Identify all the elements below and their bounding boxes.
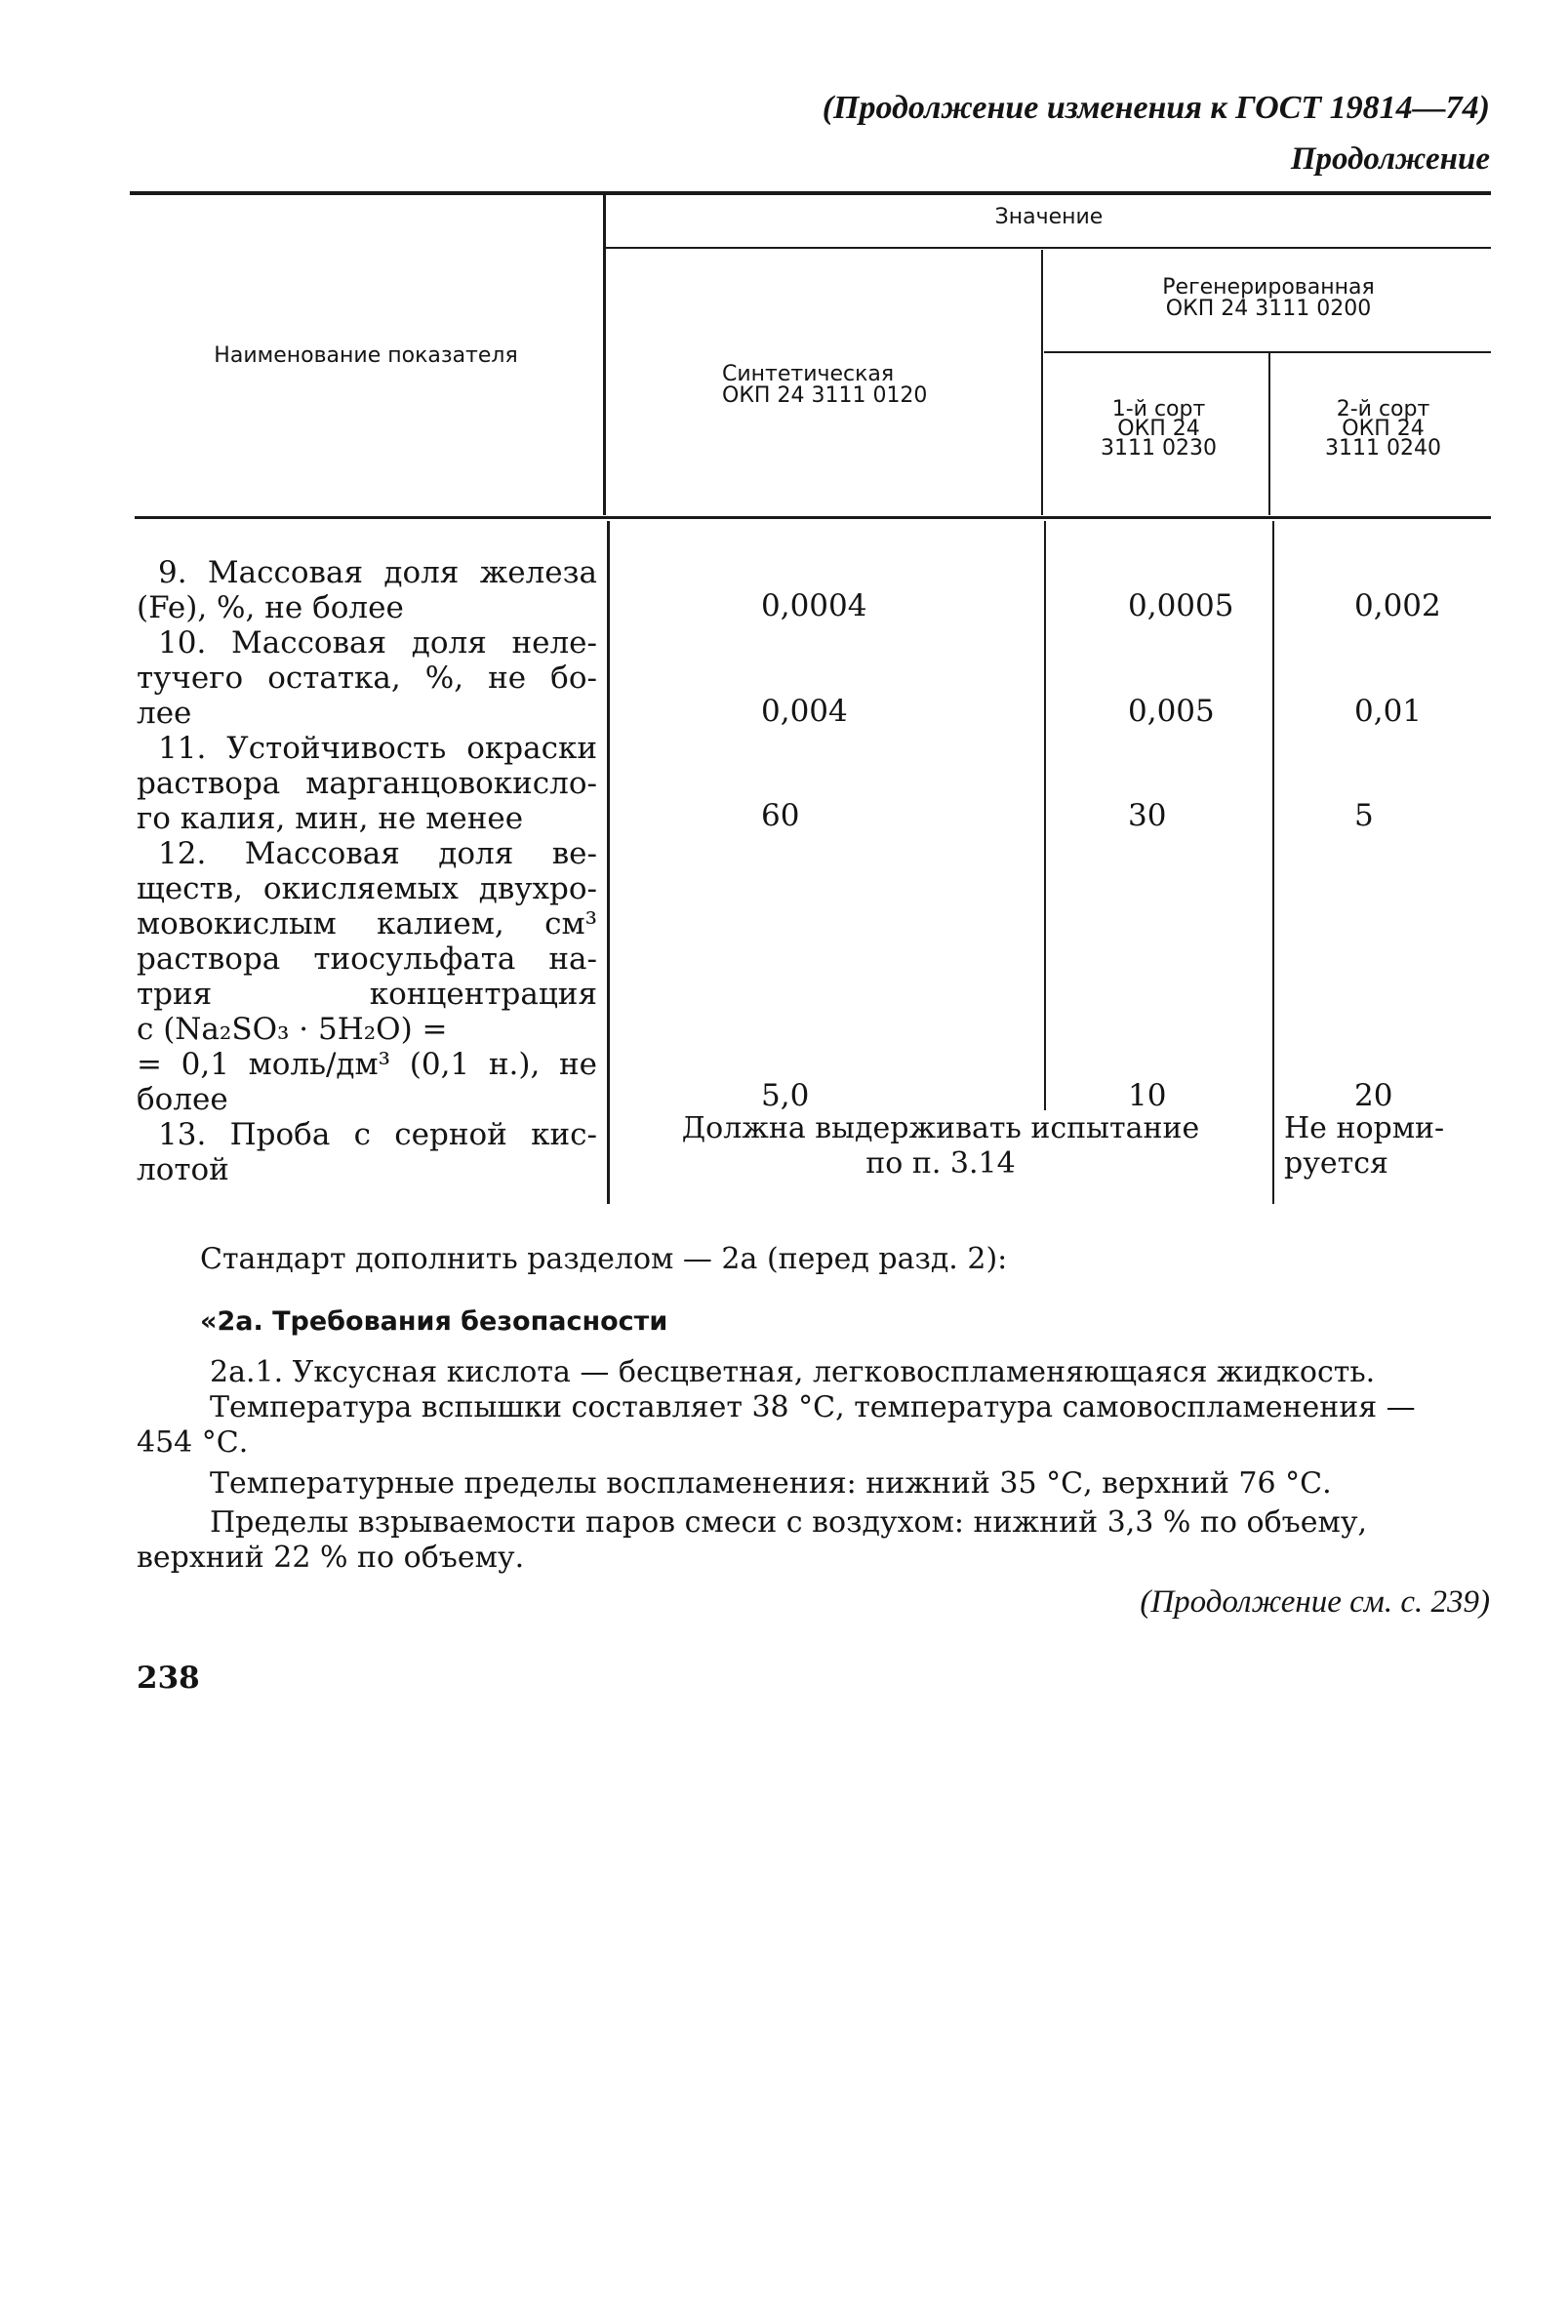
cell-10-grade2: 0,01 [1354, 694, 1423, 729]
row-name-12: 12. Массовая доля ве- ществ, окисляемых двухро- мовокислым калием, см³ раствора тиосульфата на- трия концентрация c (Na₂SO₃ · 5H₂O) = = 0,1 моль/дм³ (0,1 н.), не более [137, 836, 597, 1117]
value-header-rule [605, 247, 1491, 249]
column-header-value: Значение [994, 205, 1104, 229]
cell-13-merged: Должна выдерживать испытание по п. 3.14 [681, 1111, 1200, 1181]
header-divider-1 [603, 193, 606, 515]
header-divider-3 [1268, 353, 1270, 515]
cell-9-grade2: 0,002 [1354, 588, 1441, 623]
column-header-name: Наименование показателя [214, 343, 518, 368]
body-divider-3 [1272, 521, 1274, 1204]
row-name-13: 13. Проба с серной кис- лотой [137, 1117, 597, 1187]
cell-10-grade1: 0,005 [1128, 694, 1215, 729]
cell-10-synthetic: 0,004 [761, 694, 848, 729]
continuation-header: (Продолжение изменения к ГОСТ 19814—74) [822, 90, 1490, 126]
table-header-bottom-rule [135, 516, 1491, 519]
column-header-grade2: 2-й сорт ОКП 24 3111 0240 [1325, 397, 1441, 461]
cell-11-grade2: 5 [1354, 798, 1374, 833]
table-top-rule [130, 191, 1491, 195]
paragraph-explosion-limits: Пределы взрываемости паров смеси с воздухом: нижний 3,3 % по объему, [210, 1505, 1368, 1540]
body-divider-1 [607, 521, 610, 1204]
continued-note: (Продолжение см. с. 239) [1140, 1584, 1490, 1620]
column-header-regenerated: Регенерированная ОКП 24 3111 0200 [1162, 275, 1375, 321]
paragraph-flash-point: Температура вспышки составляет 38 °С, температура самовоспламенения — [210, 1390, 1416, 1424]
cell-9-grade1: 0,0005 [1128, 588, 1234, 623]
cell-12-grade1: 10 [1128, 1078, 1167, 1113]
row-name-9: 9. Массовая доля железа (Fe), %, не более [137, 555, 597, 625]
paragraph-2a1: 2а.1. Уксусная кислота — бесцветная, легковоспламеняющаяся жидкость. [210, 1355, 1376, 1389]
table-title: Продолжение [1290, 141, 1490, 177]
column-header-synthetic: Синтетическая ОКП 24 3111 0120 [722, 362, 928, 408]
cell-13-grade2: Не норми- руется [1284, 1111, 1445, 1181]
cell-12-synthetic: 5,0 [761, 1078, 810, 1113]
regenerated-header-rule [1044, 351, 1491, 353]
column-header-grade1: 1-й сорт ОКП 24 3111 0230 [1101, 397, 1217, 461]
row-name-11: 11. Устойчивость окраски раствора марганцовокисло- го калия, мин, не менее [137, 731, 597, 836]
body-divider-2 [1044, 521, 1046, 1110]
cell-11-grade1: 30 [1128, 798, 1167, 833]
cell-11-synthetic: 60 [761, 798, 800, 833]
add-section-text: Стандарт дополнить разделом — 2а (перед разд. 2): [200, 1242, 1008, 1276]
paragraph-ignition-limits: Температурные пределы воспламенения: нижний 35 °С, верхний 76 °С. [210, 1466, 1332, 1501]
cell-9-synthetic: 0,0004 [761, 588, 867, 623]
paragraph-explosion-limits-cont: верхний 22 % по объему. [137, 1541, 525, 1575]
page-number: 238 [137, 1661, 200, 1696]
row-name-10: 10. Массовая доля неле- тучего остатка, %, не бо- лее [137, 625, 597, 731]
cell-12-grade2: 20 [1354, 1078, 1393, 1113]
section-heading: «2а. Требования безопасности [200, 1306, 668, 1337]
paragraph-flash-point-cont: 454 °С. [137, 1425, 249, 1460]
